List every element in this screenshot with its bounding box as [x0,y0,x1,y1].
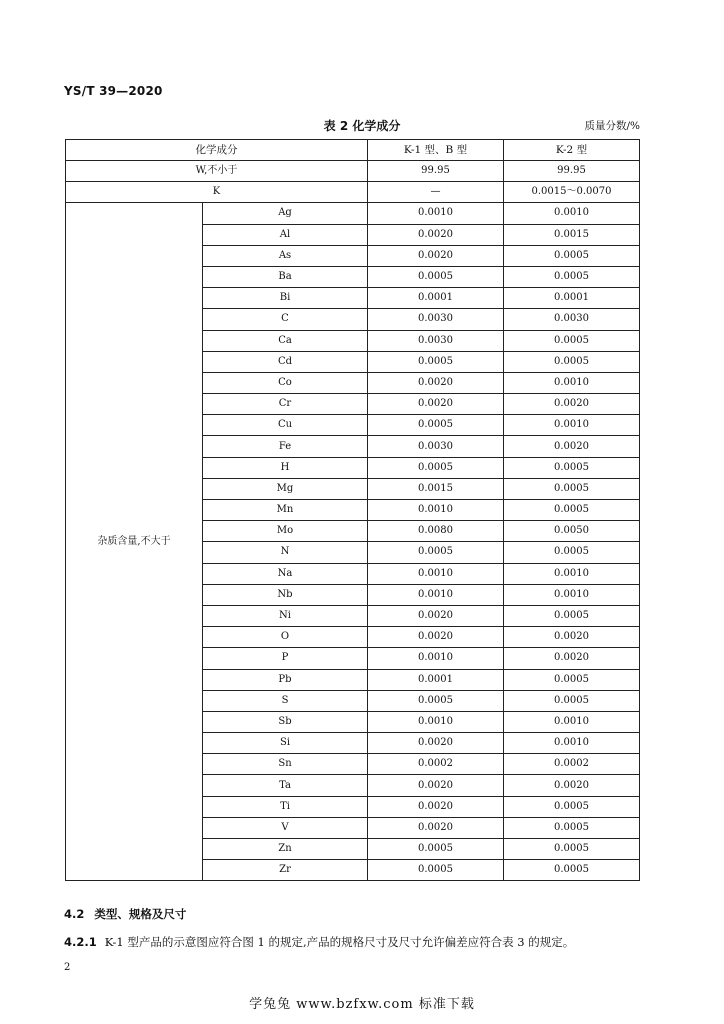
cell-k2-value: 0.0020 [504,627,640,648]
cell-k2-value: 0.0001 [504,288,640,309]
cell-k1-value: — [368,182,504,203]
element-cell: C [203,309,368,330]
cell-k1-value: 0.0030 [368,330,504,351]
cell-k2-value: 0.0005 [504,478,640,499]
cell-k1-value: 99.95 [368,161,504,182]
cell-k1-value: 0.0005 [368,415,504,436]
cell-k2-value: 0.0005 [504,457,640,478]
cell-k2-value: 0.0010 [504,733,640,754]
element-cell: Ta [203,775,368,796]
element-cell: Cu [203,415,368,436]
cell-k2-value: 0.0020 [504,648,640,669]
cell-k1-value: 0.0005 [368,351,504,372]
cell-k1-value: 0.0010 [368,203,504,224]
cell-k2-value: 0.0020 [504,394,640,415]
element-cell: Ag [203,203,368,224]
cell-k1-value: 0.0005 [368,542,504,563]
cell-k2-value: 0.0010 [504,203,640,224]
element-cell: Sb [203,711,368,732]
row-label-w: W,不小于 [66,161,368,182]
cell-k1-value: 0.0020 [368,817,504,838]
cell-k1-value: 0.0005 [368,457,504,478]
cell-k2-value: 0.0010 [504,415,640,436]
cell-k1-value: 0.0020 [368,394,504,415]
section-number: 4.2 [64,907,85,921]
table-row [66,161,640,182]
column-header-k1-b: K-1 型、B 型 [368,140,504,161]
table-header-row [66,140,640,161]
cell-k1-value: 0.0020 [368,224,504,245]
table-title: 表 2 化学成分 [323,119,401,133]
cell-k2-value: 0.0005 [504,245,640,266]
paragraph-4-2-1 [64,934,574,950]
table-row [66,182,640,203]
page-number: 2 [64,962,71,973]
cell-k2-value: 0.0050 [504,521,640,542]
element-cell: Nb [203,584,368,605]
element-cell: Ti [203,796,368,817]
element-cell: S [203,690,368,711]
cell-k1-value: 0.0020 [368,775,504,796]
element-cell: Na [203,563,368,584]
cell-k1-value: 0.0020 [368,627,504,648]
element-cell: Zr [203,860,368,881]
cell-k2-value: 99.95 [504,161,640,182]
section-heading [64,906,196,922]
element-cell: N [203,542,368,563]
cell-k1-value: 0.0001 [368,669,504,690]
cell-k1-value: 0.0005 [368,839,504,860]
element-cell: Sn [203,754,368,775]
cell-k2-value: 0.0002 [504,754,640,775]
cell-k2-value: 0.0005 [504,605,640,626]
cell-k1-value: 0.0005 [368,266,504,287]
cell-k2-value: 0.0005 [504,542,640,563]
element-cell: O [203,627,368,648]
element-cell: Mo [203,521,368,542]
cell-k1-value: 0.0020 [368,605,504,626]
section-title: 类型、规格及尺寸 [94,907,187,921]
cell-k1-value: 0.0030 [368,436,504,457]
element-cell: Zn [203,839,368,860]
cell-k2-value: 0.0020 [504,436,640,457]
element-cell: Ca [203,330,368,351]
cell-k1-value: 0.0015 [368,478,504,499]
row-label-k: K [66,182,368,203]
column-header-composition: 化学成分 [66,140,368,161]
element-cell: Mg [203,478,368,499]
document-code: YS/T 39—2020 [64,84,163,98]
cell-k1-value: 0.0020 [368,796,504,817]
impurity-label: 杂质含量,不大于 [66,203,203,881]
cell-k1-value: 0.0005 [368,690,504,711]
cell-k2-value: 0.0005 [504,860,640,881]
element-cell: Bi [203,288,368,309]
element-cell: Cr [203,394,368,415]
element-cell: As [203,245,368,266]
cell-k2-value: 0.0005 [504,669,640,690]
element-cell: Si [203,733,368,754]
cell-k2-value: 0.0005 [504,351,640,372]
element-cell: H [203,457,368,478]
element-cell: Ba [203,266,368,287]
cell-k2-value: 0.0010 [504,563,640,584]
cell-k2-value: 0.0015～0.0070 [504,182,640,203]
element-cell: Fe [203,436,368,457]
cell-k2-value: 0.0010 [504,711,640,732]
table-unit: 质量分数/% [584,120,640,132]
cell-k1-value: 0.0020 [368,372,504,393]
cell-k2-value: 0.0005 [504,266,640,287]
cell-k1-value: 0.0010 [368,711,504,732]
cell-k2-value: 0.0010 [504,584,640,605]
column-header-k2: K-2 型 [504,140,640,161]
cell-k2-value: 0.0005 [504,796,640,817]
cell-k1-value: 0.0030 [368,309,504,330]
cell-k1-value: 0.0020 [368,245,504,266]
element-cell: Co [203,372,368,393]
cell-k2-value: 0.0015 [504,224,640,245]
element-cell: Pb [203,669,368,690]
element-cell: Al [203,224,368,245]
cell-k1-value: 0.0010 [368,648,504,669]
cell-k2-value: 0.0020 [504,775,640,796]
cell-k1-value: 0.0002 [368,754,504,775]
cell-k1-value: 0.0020 [368,733,504,754]
cell-k2-value: 0.0005 [504,817,640,838]
cell-k1-value: 0.0080 [368,521,504,542]
element-cell: V [203,817,368,838]
cell-k2-value: 0.0030 [504,309,640,330]
element-cell: Cd [203,351,368,372]
cell-k1-value: 0.0010 [368,563,504,584]
footer-watermark: 学兔兔 www.bzfxw.com 标准下载 [249,997,475,1012]
chemical-composition-table [65,139,640,881]
cell-k1-value: 0.0010 [368,500,504,521]
cell-k2-value: 0.0010 [504,372,640,393]
cell-k1-value: 0.0010 [368,584,504,605]
table-row [66,203,640,224]
cell-k2-value: 0.0005 [504,500,640,521]
cell-k2-value: 0.0005 [504,839,640,860]
element-cell: Ni [203,605,368,626]
element-cell: Mn [203,500,368,521]
element-cell: P [203,648,368,669]
cell-k1-value: 0.0001 [368,288,504,309]
cell-k2-value: 0.0005 [504,330,640,351]
cell-k2-value: 0.0005 [504,690,640,711]
cell-k1-value: 0.0005 [368,860,504,881]
paragraph-text: K-1 型产品的示意图应符合图 1 的规定,产品的规格尺寸及尺寸允许偏差应符合表 3 的规定。 [104,935,575,949]
paragraph-number: 4.2.1 [64,935,97,949]
